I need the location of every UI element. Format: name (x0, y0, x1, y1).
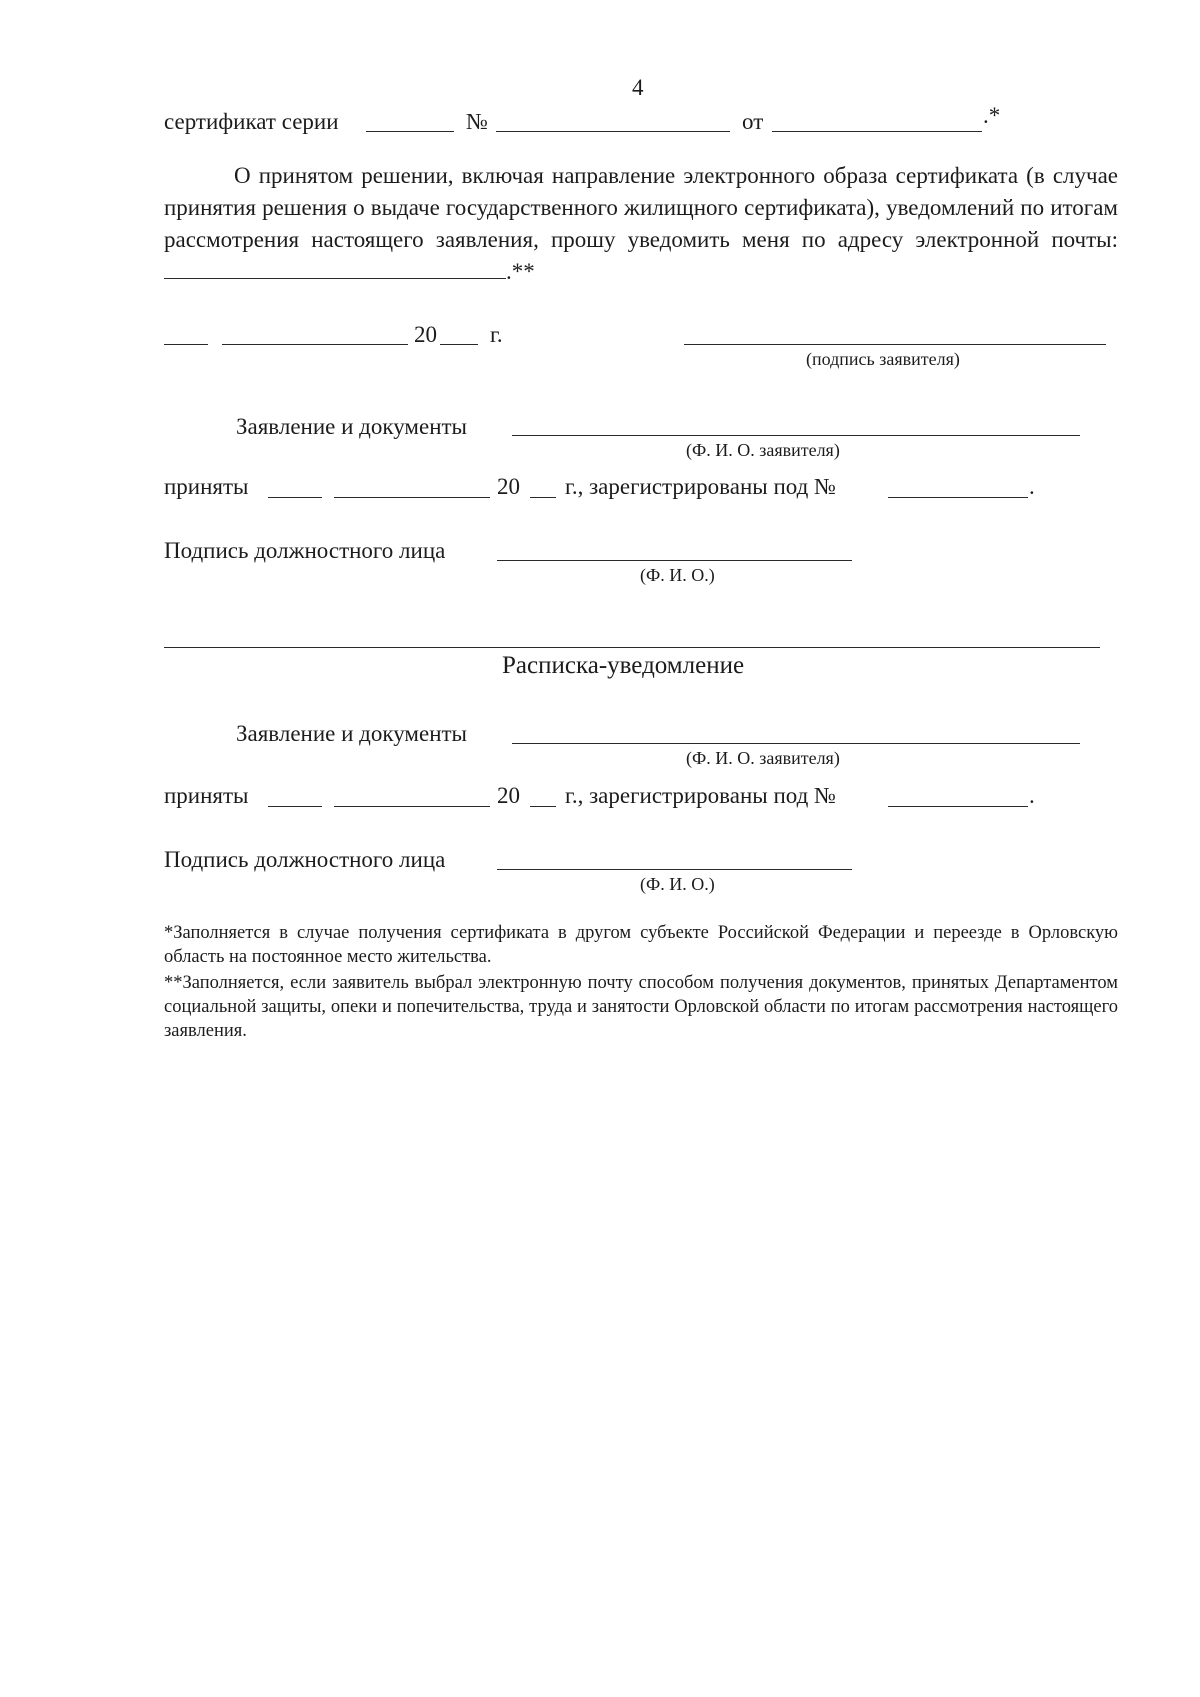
cert-series-blank[interactable] (366, 131, 454, 132)
fio-caption-2: (Ф. И. О. заявителя) (686, 748, 840, 768)
email-blank[interactable] (164, 277, 506, 279)
receipt-title: Расписка-уведомление (502, 652, 745, 679)
cert-prefix: сертификат серии (164, 109, 339, 134)
docs-label-2: Заявление и документы (236, 721, 468, 746)
registered-label-2: г., зарегистрированы под № (565, 783, 837, 808)
notify-suffix: .** (506, 259, 535, 284)
accepted-label-2: приняты (164, 783, 249, 808)
page-number: 4 (632, 75, 644, 100)
registered-dot-1: . (1029, 474, 1035, 499)
accepted-year-blank-2[interactable] (530, 806, 556, 807)
official-sign-blank-2[interactable] (497, 869, 852, 870)
registration-number-blank-1[interactable] (888, 497, 1028, 498)
footnote-1: *Заполняется в случае получения сертификата в другом субъекте Российской Федерации и переезде в Орловскую область на постоянное место жительства. (164, 923, 1118, 967)
accepted-century-1: 20 (497, 474, 520, 499)
notify-text: О принятом решении, включая направление электронного образа сертификата (в случае принятия решения о выдаче государственного жилищного сертификата), уведомлений по итогам рассмотрения настоящего заявления, прошу уведомить меня по адресу электронной почты: (164, 163, 1118, 252)
applicant-fio-blank-1[interactable] (512, 435, 1080, 436)
date-year-blank[interactable] (440, 344, 478, 345)
date-century: 20 (414, 322, 437, 347)
cert-num-sign: № (466, 109, 488, 134)
fio-short-1: (Ф. И. О.) (640, 565, 715, 585)
date-month-blank[interactable] (222, 344, 408, 345)
accepted-label-1: приняты (164, 474, 249, 499)
accepted-year-blank-1[interactable] (530, 497, 556, 498)
cert-date-blank[interactable] (772, 131, 982, 132)
official-sign-label-2: Подпись должностного лица (164, 847, 446, 872)
footnote-2: **Заполняется, если заявитель выбрал электронную почту способом получения документов, принятых Департаментом социальной защиты, опеки и попечительства, труда и занятости Орловской области по итогам рассмотрения настоящего заявления. (164, 973, 1118, 1041)
cert-from-label: от (742, 109, 764, 134)
date-day-blank[interactable] (164, 344, 208, 345)
notify-paragraph (164, 160, 1118, 288)
docs-label-1: Заявление и документы (236, 414, 468, 439)
applicant-signature-blank[interactable] (684, 344, 1106, 345)
official-sign-blank-1[interactable] (497, 560, 852, 561)
cut-line (164, 647, 1100, 648)
accepted-month-blank-2[interactable] (334, 806, 490, 807)
accepted-day-blank-1[interactable] (268, 497, 322, 498)
fio-caption-1: (Ф. И. О. заявителя) (686, 440, 840, 460)
date-year-suffix: г. (490, 322, 503, 347)
fio-short-2: (Ф. И. О.) (640, 874, 715, 894)
accepted-day-blank-2[interactable] (268, 806, 322, 807)
accepted-century-2: 20 (497, 783, 520, 808)
registered-label-1: г., зарегистрированы под № (565, 474, 837, 499)
signature-caption: (подпись заявителя) (806, 349, 960, 369)
registration-number-blank-2[interactable] (888, 806, 1028, 807)
accepted-month-blank-1[interactable] (334, 497, 490, 498)
official-sign-label-1: Подпись должностного лица (164, 538, 446, 563)
applicant-fio-blank-2[interactable] (512, 743, 1080, 744)
cert-number-blank[interactable] (496, 131, 730, 132)
cert-asterisk: .* (983, 103, 1001, 128)
registered-dot-2: . (1029, 783, 1035, 808)
